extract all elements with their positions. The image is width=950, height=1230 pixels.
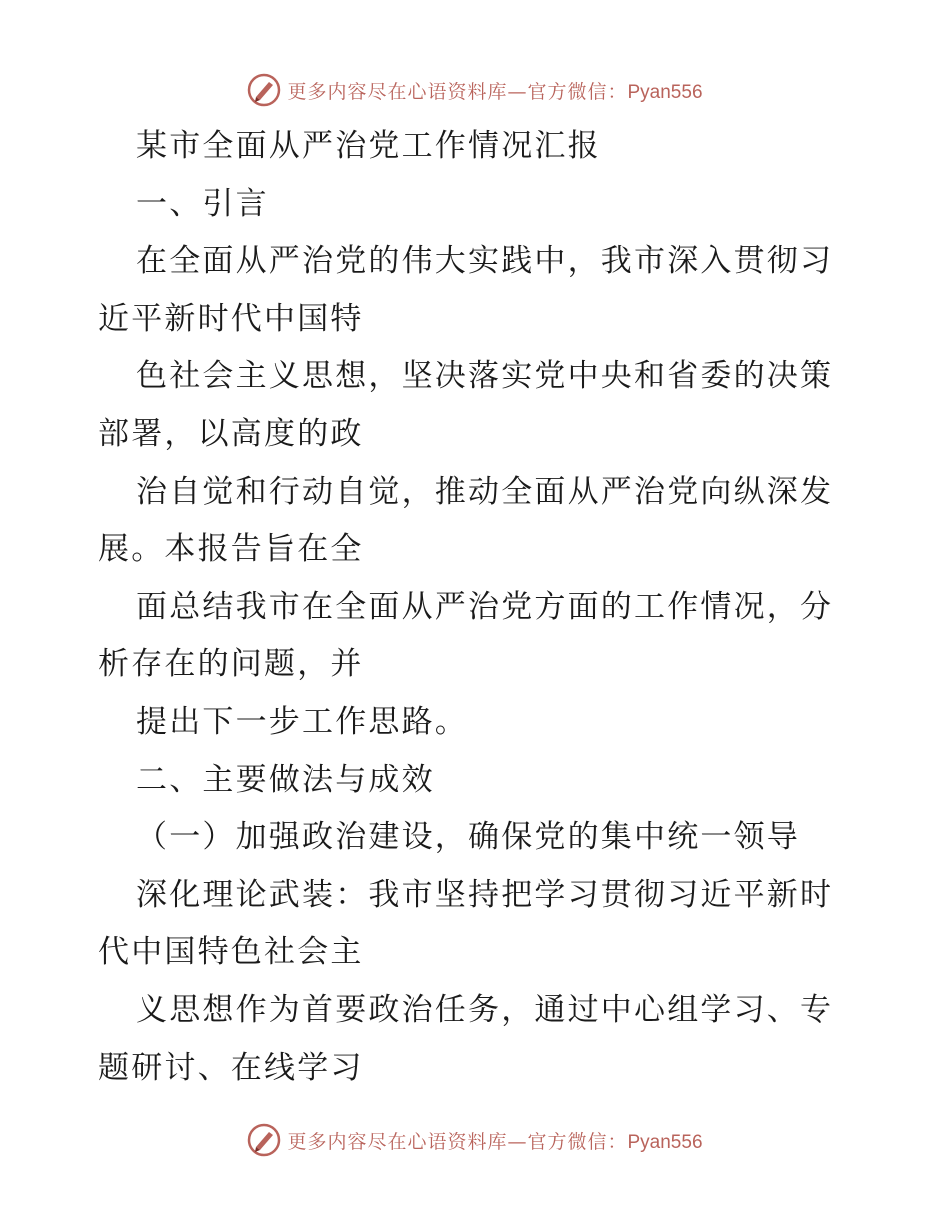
- paragraph-line: 代中国特色社会主: [98, 934, 364, 971]
- paragraph-line: 色社会主义思想，坚决落实党中央和省委的决策: [136, 358, 834, 395]
- watermark-wechat-label: 官方微信：: [527, 1130, 628, 1153]
- document-title: 某市全面从严治党工作情况汇报: [136, 128, 601, 164]
- footer-watermark: [0, 1120, 950, 1160]
- paragraph-line: 提出下一步工作思路。: [136, 703, 468, 740]
- paragraph-line: 部署，以高度的政: [98, 415, 364, 452]
- header-watermark: [0, 70, 950, 110]
- watermark-wechat-label: 官方微信：: [527, 80, 628, 103]
- paragraph-line: 展。本报告旨在全: [98, 531, 364, 568]
- paragraph-line: 治自觉和行动自觉，推动全面从严治党向纵深发: [136, 473, 834, 510]
- paragraph-line: 题研讨、在线学习: [98, 1049, 364, 1086]
- paragraph-line: 析存在的问题，并: [98, 646, 364, 683]
- section-heading-practices: 二、主要做法与成效: [136, 761, 435, 798]
- paragraph-line: 近平新时代中国特: [98, 300, 364, 337]
- watermark-text: [287, 77, 702, 104]
- pen-logo-icon: [247, 1123, 281, 1157]
- watermark-separator: —: [507, 80, 528, 103]
- paragraph-line: 在全面从严治党的伟大实践中，我市深入贯彻习: [136, 243, 834, 280]
- watermark-site-text: 更多内容尽在心语资料库: [287, 1130, 508, 1153]
- paragraph-line: 面总结我市在全面从严治党方面的工作情况，分: [136, 588, 834, 625]
- watermark-site-text: 更多内容尽在心语资料库: [287, 80, 508, 103]
- watermark-wechat-id: Pyan556: [627, 81, 703, 103]
- watermark-text: [287, 1127, 702, 1154]
- subsection-heading: （一）加强政治建设，确保党的集中统一领导: [136, 819, 800, 856]
- paragraph-line: 义思想作为首要政治任务，通过中心组学习、专: [136, 991, 834, 1028]
- watermark-wechat-id: Pyan556: [627, 1131, 703, 1153]
- section-heading-intro: 一、引言: [136, 185, 269, 222]
- watermark-separator: —: [507, 1130, 528, 1153]
- document-body: [98, 118, 858, 1097]
- pen-logo-icon: [247, 73, 281, 107]
- paragraph-line: 深化理论武装：我市坚持把学习贯彻习近平新时: [136, 876, 834, 913]
